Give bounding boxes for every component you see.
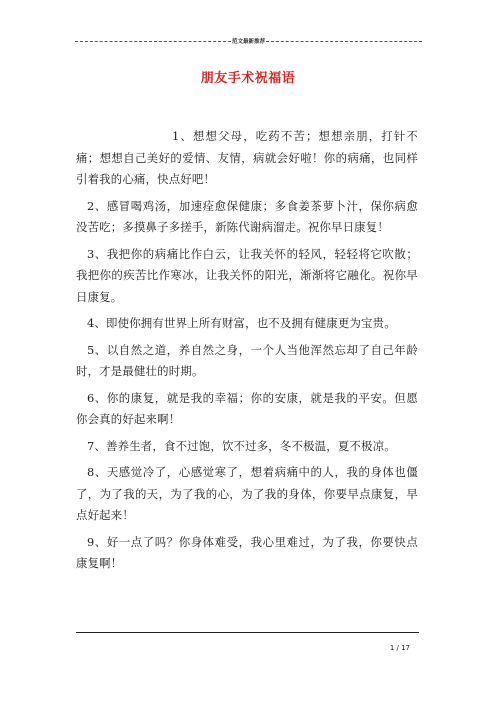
- paragraph-9: 9、好一点了吗？你身体难受，我心里难过，为了我，你要快点康复啊！: [76, 534, 418, 570]
- page-number: 1 / 17: [389, 644, 410, 652]
- paragraph-2: 2、感冒喝鸡汤，加速痊愈保健康；多食姜茶萝卜汁，保你病愈没苦吃；多摸鼻子多搓手，新陈代谢病溜走。祝你早日康复！: [76, 198, 418, 234]
- page-header: [75, 36, 422, 46]
- header-dashed-line-right: [266, 41, 422, 42]
- paragraph-7: 7、善养生者，食不过饱，饮不过多，冬不极温，夏不极凉。: [87, 438, 396, 453]
- paragraph-6: 6、你的康复，就是我的幸福；你的安康，就是我的平安。但愿你会真的好起来啊！: [76, 390, 418, 426]
- document-title: 朋友手术祝福语: [200, 71, 296, 86]
- paragraph-1: 1、想想父母，吃药不苦；想想亲朋，打针不痛；想想自己美好的爱情、友情，病就会好啦！你的病痛，也同样引着我的心痛，快点好吧！: [76, 129, 418, 186]
- header-label: 范文最新推荐: [232, 39, 266, 45]
- header-dashed-line-left: [75, 41, 231, 42]
- paragraph-8: 8、天感觉冷了，心感觉寒了，想着病痛中的人，我的身体也僵了，为了我的天，为了我的心，为了我的身体，你要早点康复，早点好起来！: [76, 465, 418, 522]
- footer-divider: [76, 632, 419, 633]
- paragraph-3: 3、我把你的病痛比作白云，让我关怀的轻风，轻轻将它吹散；我把你的疾苦比作寒冰，让我关怀的阳光，渐渐将它融化。祝你早日康复。: [76, 246, 418, 304]
- paragraph-4: 4、即使你拥有世界上所有财富，也不及拥有健康更为宝贵。: [87, 316, 396, 330]
- paragraph-5: 5、以自然之道，养自然之身，一个人当他浑然忘却了自己年龄时，才是最健壮的时期。: [76, 342, 418, 378]
- document-body: [76, 126, 418, 580]
